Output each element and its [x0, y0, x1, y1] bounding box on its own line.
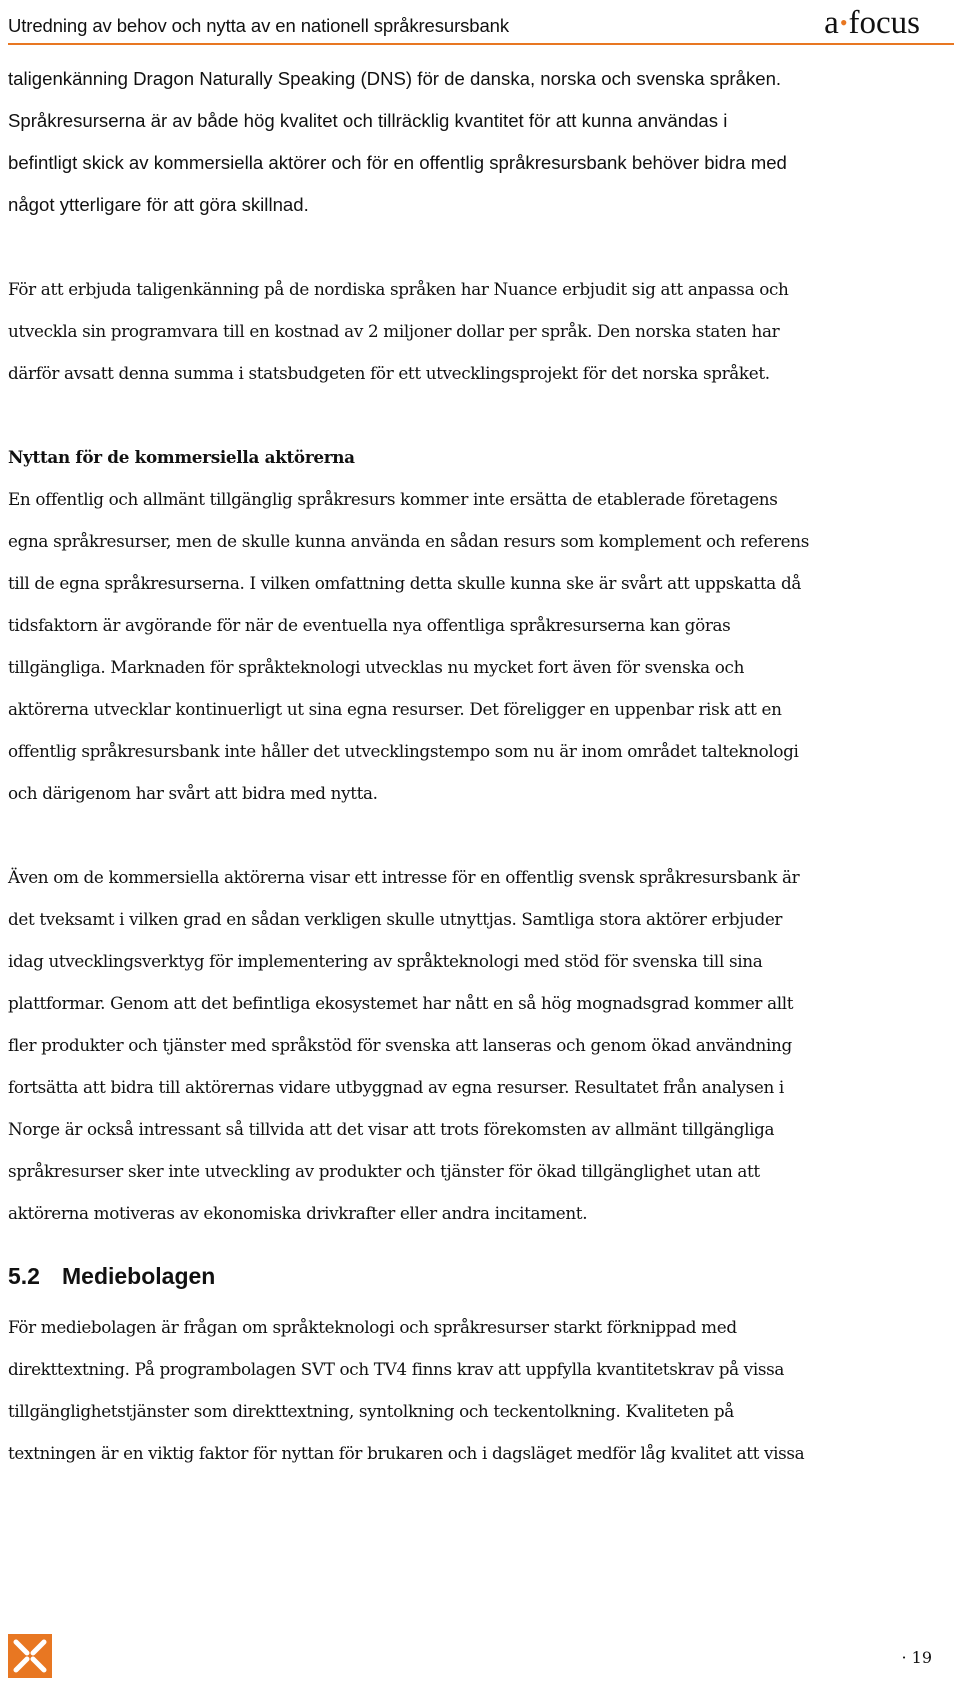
text-line: Norge är också intressant så tillvida att det visar att trots förekomsten av allmänt tillgängliga	[8, 1119, 775, 1139]
text-line: direkttextning. På programbolagen SVT och TV4 finns krav att uppfylla kvantitetskrav på vissa	[8, 1359, 785, 1379]
text-line: För mediebolagen är frågan om språkteknologi och språkresurser starkt förknippad med	[8, 1317, 737, 1337]
paragraph-4	[8, 856, 952, 1234]
subheading: Nyttan för de kommersiella aktörerna	[8, 447, 355, 467]
page-content	[8, 58, 952, 1474]
text-line: egna språkresurser, men de skulle kunna använda en sådan resurs som komplement och referens	[8, 531, 809, 551]
paragraph-5	[8, 1306, 952, 1474]
text-line: textningen är en viktig faktor för nyttan för brukaren och i dagsläget medför låg kvalitet att vissa	[8, 1443, 805, 1463]
text-line: tillgänglighetstjänster som direkttextning, syntolkning och teckentolkning. Kvaliteten på	[8, 1401, 734, 1421]
header-rule	[8, 43, 954, 45]
document-title: Utredning av behov och nytta av en nationell språkresursbank	[8, 15, 509, 36]
text-line: fler produkter och tjänster med språkstöd för svenska att lanseras och genom ökad användning	[8, 1035, 792, 1055]
text-line: språkresurser sker inte utveckling av produkter och tjänster för ökad tillgänglighet utan att	[8, 1161, 760, 1181]
text-line: och därigenom har svårt att bidra med nytta.	[8, 783, 378, 803]
text-line: fortsätta att bidra till aktörernas vidare utbyggnad av egna resurser. Resultatet från analysen i	[8, 1077, 784, 1097]
page-header	[8, 6, 920, 40]
section-title: Mediebolagen	[62, 1263, 216, 1289]
paragraph-1	[8, 58, 952, 226]
text-line: tidsfaktorn är avgörande för när de eventuella nya offentliga språkresurserna kan göras	[8, 615, 731, 635]
text-line: En offentlig och allmänt tillgänglig språkresurs kommer inte ersätta de etablerade företagens	[8, 489, 778, 509]
logo-dot-icon: •	[839, 10, 848, 36]
text-line: aktörerna motiveras av ekonomiska drivkrafter eller andra incitament.	[8, 1203, 588, 1223]
text-line: det tveksamt i vilken grad en sådan verkligen skulle utnyttjas. Samtliga stora aktörer erbjuder	[8, 909, 783, 929]
text-line: För att erbjuda taligenkänning på de nordiska språken har Nuance erbjudit sig att anpassa och	[8, 279, 789, 299]
text-line: aktörerna utvecklar kontinuerligt ut sina egna resurser. Det föreligger en uppenbar risk att en	[8, 699, 782, 719]
text-line: offentlig språkresursbank inte håller det utvecklingstempo som nu är inom området talteknologi	[8, 741, 799, 761]
paragraph-3	[8, 478, 952, 814]
text-line: Även om de kommersiella aktörerna visar ett intresse för en offentlig svensk språkresursbank är	[8, 867, 800, 887]
section-heading	[8, 1256, 952, 1296]
text-line: något ytterligare för att göra skillnad.	[8, 194, 309, 215]
text-line: utveckla sin programvara till en kostnad av 2 miljoner dollar per språk. Den norska staten har	[8, 321, 780, 341]
logo-left: a	[824, 5, 839, 41]
text-line: taligenkänning Dragon Naturally Speaking (DNS) för de danska, norska och svenska språken.	[8, 68, 782, 89]
section-number: 5.2	[8, 1263, 40, 1289]
text-line: Språkresurserna är av både hög kvalitet och tillräcklig kvantitet för att kunna användas i	[8, 110, 728, 131]
a-focus-mark-icon	[8, 1634, 52, 1678]
logo-right: focus	[848, 5, 920, 41]
text-line: befintligt skick av kommersiella aktörer och för en offentlig språkresursbank behöver bidra med	[8, 152, 787, 173]
text-line: till de egna språkresurserna. I vilken omfattning detta skulle kunna ske är svårt att uppskatta då	[8, 573, 801, 593]
a-focus-logo	[824, 7, 920, 40]
text-line: därför avsatt denna summa i statsbudgeten för ett utvecklingsprojekt för det norska språket.	[8, 363, 770, 383]
text-line: tillgängliga. Marknaden för språkteknologi utvecklas nu mycket fort även för svenska och	[8, 657, 745, 677]
paragraph-2	[8, 268, 952, 394]
text-line: idag utvecklingsverktyg för implementering av språkteknologi med stöd för svenska till sina	[8, 951, 763, 971]
text-line: plattformar. Genom att det befintliga ekosystemet har nått en så hög mognadsgrad kommer allt	[8, 993, 794, 1013]
page-number: · 19	[901, 1648, 932, 1667]
